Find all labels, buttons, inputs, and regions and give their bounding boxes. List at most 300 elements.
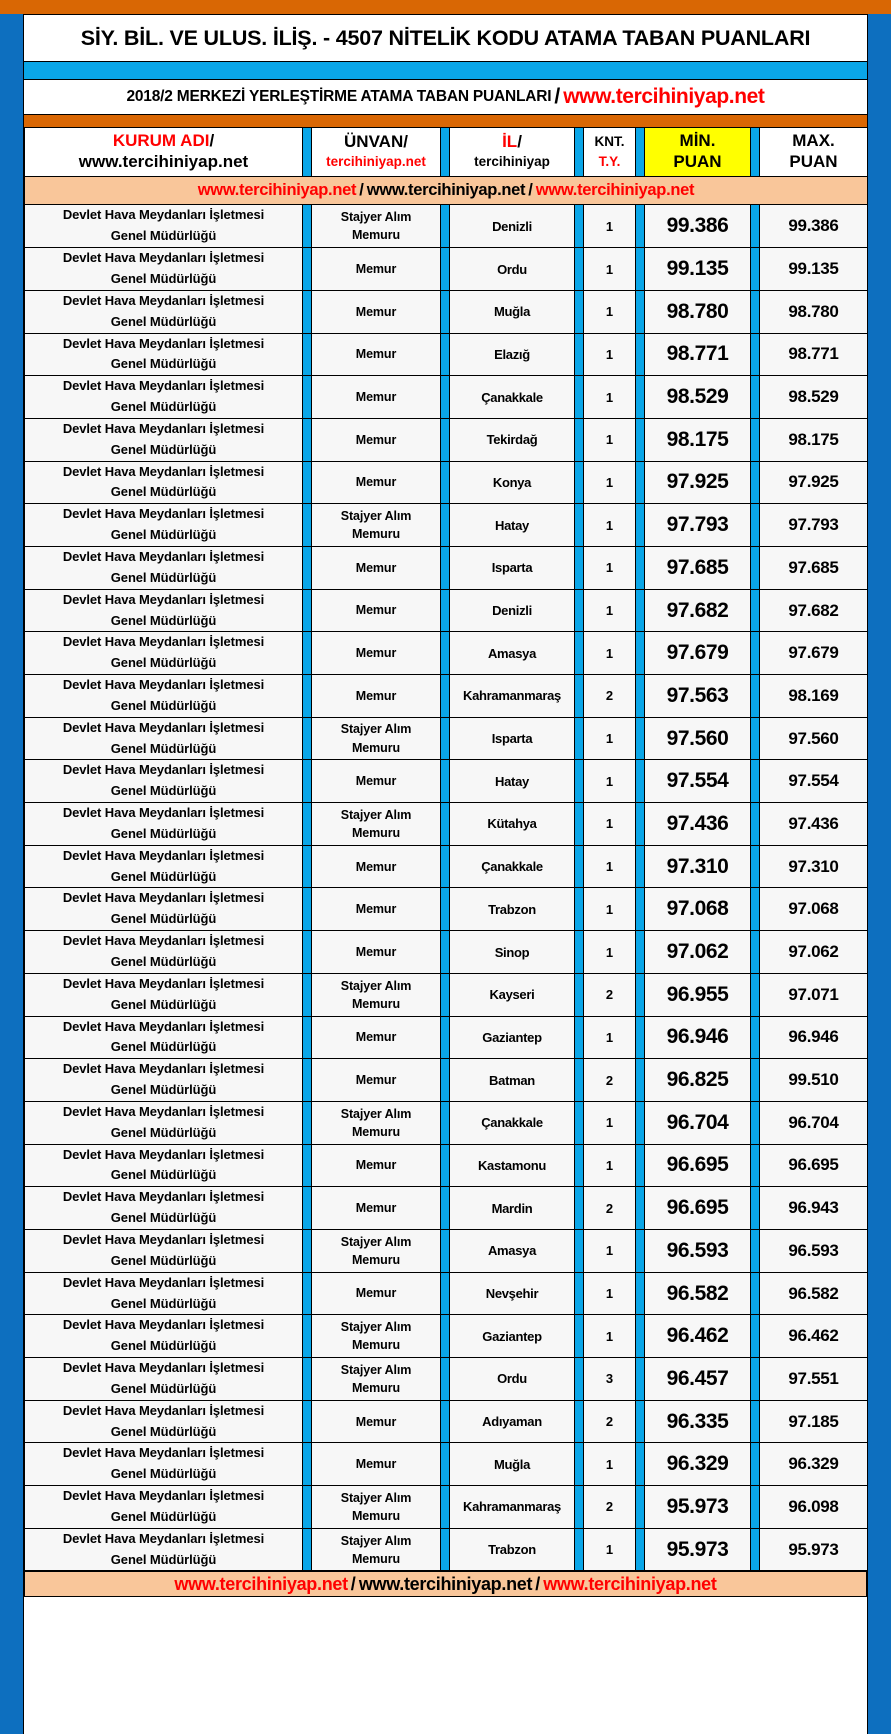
max-puan-value: 97.185 xyxy=(788,1411,839,1431)
il-value: Amasya xyxy=(487,645,537,661)
max-puan-value: 97.560 xyxy=(788,728,839,748)
cell-min-puan xyxy=(645,290,751,333)
kurum-line2: Genel Müdürlüğü xyxy=(110,527,217,543)
knt-value: 1 xyxy=(605,1328,614,1344)
cell-min-puan xyxy=(645,546,751,589)
cell-kurum xyxy=(25,1272,303,1315)
cell-min-puan xyxy=(645,418,751,461)
table-row[interactable] xyxy=(25,717,868,760)
unvan-line1: Memur xyxy=(355,261,397,276)
column-separator xyxy=(441,248,450,291)
min-puan-value: 97.068 xyxy=(666,897,729,921)
knt-value: 1 xyxy=(605,944,614,960)
il-value: Çanakkale xyxy=(481,859,543,875)
min-puan-value: 95.973 xyxy=(666,1494,729,1518)
table-row[interactable] xyxy=(25,418,868,461)
cell-min-puan xyxy=(645,1016,751,1059)
max-puan-value: 96.462 xyxy=(788,1326,839,1346)
table-row[interactable] xyxy=(25,973,868,1016)
table-row[interactable] xyxy=(25,1229,868,1272)
kurum-line1: Devlet Hava Meydanları İşletmesi xyxy=(62,975,265,991)
column-separator xyxy=(575,1101,584,1144)
knt-value: 2 xyxy=(605,987,614,1003)
kurum-line2: Genel Müdürlüğü xyxy=(110,228,217,244)
knt-value: 1 xyxy=(605,1115,614,1131)
il-value: Ordu xyxy=(497,261,527,277)
max-puan-value: 97.682 xyxy=(788,600,839,620)
unvan-line1: Stajyer Alım xyxy=(340,1490,412,1505)
column-separator xyxy=(636,675,645,718)
cell-min-puan xyxy=(645,1443,751,1486)
min-puan-value: 96.462 xyxy=(666,1324,729,1348)
cell-il xyxy=(450,675,575,718)
column-separator xyxy=(441,1315,450,1358)
column-separator xyxy=(636,376,645,419)
kurum-line2: Genel Müdürlüğü xyxy=(110,1295,217,1311)
table-row[interactable] xyxy=(25,1144,868,1187)
cell-unvan xyxy=(312,1272,441,1315)
column-separator xyxy=(636,1486,645,1529)
cell-knt xyxy=(584,1144,636,1187)
cell-kurum xyxy=(25,1187,303,1230)
column-separator xyxy=(575,1315,584,1358)
column-separator xyxy=(441,504,450,547)
cell-il xyxy=(450,546,575,589)
table-row[interactable] xyxy=(25,376,868,419)
cell-il xyxy=(450,418,575,461)
kurum-line1: Devlet Hava Meydanları İşletmesi xyxy=(62,1402,265,1418)
column-separator xyxy=(751,376,760,419)
table-row[interactable] xyxy=(25,504,868,547)
cell-kurum xyxy=(25,376,303,419)
table-row[interactable] xyxy=(25,1400,868,1443)
column-separator xyxy=(441,128,450,177)
kurum-line2: Genel Müdürlüğü xyxy=(110,399,217,415)
cell-knt xyxy=(584,1272,636,1315)
max-puan-value: 96.582 xyxy=(788,1283,839,1303)
cell-max-puan xyxy=(760,333,868,376)
kurum-line2: Genel Müdürlüğü xyxy=(110,356,217,372)
il-value: Muğla xyxy=(493,1456,531,1472)
cell-max-puan xyxy=(760,1400,868,1443)
table-body xyxy=(25,205,868,1571)
cell-unvan xyxy=(312,504,441,547)
cell-min-puan xyxy=(645,1101,751,1144)
column-separator xyxy=(575,461,584,504)
cell-min-puan xyxy=(645,845,751,888)
table-row[interactable] xyxy=(25,1358,868,1401)
min-puan-value: 98.780 xyxy=(666,299,729,323)
min-puan-value: 97.563 xyxy=(666,683,729,707)
column-separator xyxy=(575,1528,584,1571)
kurum-line1: Devlet Hava Meydanları İşletmesi xyxy=(62,1018,265,1034)
table-row[interactable] xyxy=(25,1486,868,1529)
cell-il xyxy=(450,333,575,376)
column-separator xyxy=(636,333,645,376)
column-separator xyxy=(636,803,645,846)
cell-kurum xyxy=(25,1016,303,1059)
knt-value: 2 xyxy=(605,688,614,704)
il-value: Trabzon xyxy=(488,1542,536,1558)
column-separator xyxy=(303,717,312,760)
cell-knt xyxy=(584,1528,636,1571)
unvan-line1: Stajyer Alım xyxy=(340,1362,412,1377)
kurum-line2: Genel Müdürlüğü xyxy=(110,697,217,713)
cell-kurum xyxy=(25,461,303,504)
cell-kurum xyxy=(25,333,303,376)
table-row[interactable] xyxy=(25,589,868,632)
max-puan-value: 98.175 xyxy=(788,429,839,449)
max-puan-value: 97.436 xyxy=(788,813,839,833)
max-puan-value: 98.529 xyxy=(788,387,839,407)
max-puan-value: 97.062 xyxy=(788,942,839,961)
knt-value: 1 xyxy=(605,773,614,789)
column-separator xyxy=(751,931,760,974)
min-puan-value: 96.593 xyxy=(666,1238,729,1262)
header-il-line2: tercihiniyap xyxy=(474,154,550,170)
cell-unvan xyxy=(312,888,441,931)
kurum-line2: Genel Müdürlüğü xyxy=(110,1423,217,1439)
column-separator xyxy=(303,1101,312,1144)
cell-unvan xyxy=(312,248,441,291)
column-separator xyxy=(751,1144,760,1187)
column-separator xyxy=(303,1315,312,1358)
cell-max-puan xyxy=(760,1144,868,1187)
kurum-line2: Genel Müdürlüğü xyxy=(110,1210,217,1226)
header-il-slash: / xyxy=(517,131,522,151)
cell-kurum xyxy=(25,1528,303,1571)
cell-min-puan xyxy=(645,504,751,547)
column-separator xyxy=(303,1272,312,1315)
column-separator xyxy=(441,888,450,931)
column-header-il[interactable] xyxy=(450,128,575,177)
column-separator xyxy=(575,1187,584,1230)
knt-value: 2 xyxy=(605,1499,614,1515)
cell-max-puan xyxy=(760,1016,868,1059)
column-header-knt[interactable] xyxy=(584,128,636,177)
column-separator xyxy=(636,1400,645,1443)
cell-kurum xyxy=(25,931,303,974)
unvan-line1: Memur xyxy=(355,774,397,789)
cell-unvan xyxy=(312,803,441,846)
knt-value: 1 xyxy=(605,517,614,533)
cell-max-puan xyxy=(760,1443,868,1486)
watermark-part2[interactable]: www.tercihiniyap.net xyxy=(366,180,526,199)
cell-unvan xyxy=(312,546,441,589)
knt-value: 1 xyxy=(605,1157,614,1173)
cell-min-puan xyxy=(645,1187,751,1230)
knt-value: 1 xyxy=(605,1243,614,1259)
header-min-line2: PUAN xyxy=(673,151,722,171)
cell-max-puan xyxy=(760,1229,868,1272)
kurum-line1: Devlet Hava Meydanları İşletmesi xyxy=(62,1061,265,1077)
column-separator xyxy=(441,1528,450,1571)
cell-kurum xyxy=(25,205,303,248)
min-puan-value: 96.695 xyxy=(666,1196,729,1220)
cell-il xyxy=(450,632,575,675)
min-puan-value: 99.135 xyxy=(666,257,729,280)
knt-value: 2 xyxy=(605,1414,614,1430)
column-separator xyxy=(636,931,645,974)
table-row[interactable] xyxy=(25,760,868,803)
cell-il xyxy=(450,376,575,419)
kurum-line1: Devlet Hava Meydanları İşletmesi xyxy=(62,1488,265,1504)
column-separator xyxy=(441,461,450,504)
footer-watermark-part1[interactable]: www.tercihiniyap.net xyxy=(174,1573,348,1594)
min-puan-value: 95.973 xyxy=(666,1537,729,1561)
kurum-line2: Genel Müdürlüğü xyxy=(110,1508,217,1524)
max-puan-value: 95.973 xyxy=(788,1539,839,1559)
max-puan-value: 96.946 xyxy=(788,1027,839,1047)
il-value: Adıyaman xyxy=(482,1414,542,1430)
cell-il xyxy=(450,1016,575,1059)
unvan-line1: Stajyer Alım xyxy=(340,210,412,225)
column-separator xyxy=(636,589,645,632)
header-kurum-line2: www.tercihiniyap.net xyxy=(78,151,249,171)
cell-unvan xyxy=(312,632,441,675)
min-puan-value: 97.679 xyxy=(666,641,729,665)
il-value: Kütahya xyxy=(487,816,537,832)
cell-unvan xyxy=(312,1187,441,1230)
knt-value: 1 xyxy=(605,901,614,917)
table-row[interactable] xyxy=(25,1443,868,1486)
column-header-max-puan[interactable] xyxy=(760,128,868,177)
table-row[interactable] xyxy=(25,248,868,291)
unvan-line1: Stajyer Alım xyxy=(340,722,412,737)
column-separator xyxy=(303,1229,312,1272)
cell-max-puan xyxy=(760,1358,868,1401)
cell-unvan xyxy=(312,845,441,888)
cell-min-puan xyxy=(645,760,751,803)
cell-il xyxy=(450,1229,575,1272)
cell-min-puan xyxy=(645,461,751,504)
il-value: Tekirdağ xyxy=(486,432,538,448)
column-separator xyxy=(303,931,312,974)
il-value: Kahramanmaraş xyxy=(463,1499,561,1515)
column-separator xyxy=(575,589,584,632)
table-row[interactable] xyxy=(25,1016,868,1059)
il-value: Kahramanmaraş xyxy=(463,688,561,704)
unvan-line1: Memur xyxy=(355,432,397,447)
cell-unvan xyxy=(312,1016,441,1059)
column-header-unvan[interactable] xyxy=(312,128,441,177)
column-separator xyxy=(636,1016,645,1059)
column-separator xyxy=(636,1144,645,1187)
min-puan-value: 97.436 xyxy=(666,811,729,835)
table-row[interactable] xyxy=(25,675,868,718)
table-row[interactable] xyxy=(25,205,868,248)
cell-il xyxy=(450,1443,575,1486)
cell-knt xyxy=(584,290,636,333)
unvan-line1: Memur xyxy=(355,944,397,959)
knt-value: 1 xyxy=(605,389,614,405)
cell-unvan xyxy=(312,1229,441,1272)
cell-il xyxy=(450,205,575,248)
column-separator xyxy=(303,1144,312,1187)
il-value: Gaziantep xyxy=(482,1029,542,1045)
il-value: Ordu xyxy=(497,1371,527,1387)
cell-kurum xyxy=(25,675,303,718)
kurum-line1: Devlet Hava Meydanları İşletmesi xyxy=(62,677,265,693)
column-header-kurum[interactable] xyxy=(25,128,303,177)
table-row[interactable] xyxy=(25,461,868,504)
subtitle-site-link[interactable]: www.tercihiniyap.net xyxy=(563,85,765,108)
cell-min-puan xyxy=(645,1272,751,1315)
table-row[interactable] xyxy=(25,290,868,333)
header-unvan-line1: ÜNVAN xyxy=(344,131,404,151)
cell-unvan xyxy=(312,418,441,461)
column-separator xyxy=(575,1144,584,1187)
cell-min-puan xyxy=(645,248,751,291)
il-value: Hatay xyxy=(495,517,529,533)
knt-value: 3 xyxy=(605,1371,614,1387)
cell-max-puan xyxy=(760,461,868,504)
column-separator xyxy=(303,1486,312,1529)
kurum-line1: Devlet Hava Meydanları İşletmesi xyxy=(62,1189,265,1205)
kurum-line1: Devlet Hava Meydanları İşletmesi xyxy=(62,1274,265,1290)
kurum-line1: Devlet Hava Meydanları İşletmesi xyxy=(62,890,265,906)
cell-kurum xyxy=(25,1101,303,1144)
column-separator xyxy=(303,632,312,675)
cell-unvan xyxy=(312,1315,441,1358)
cell-max-puan xyxy=(760,290,868,333)
footer-watermark-part3[interactable]: www.tercihiniyap.net xyxy=(543,1573,717,1594)
cell-knt xyxy=(584,1315,636,1358)
cell-unvan xyxy=(312,717,441,760)
watermark-part3[interactable]: www.tercihiniyap.net xyxy=(535,180,695,199)
cell-max-puan xyxy=(760,675,868,718)
cell-kurum xyxy=(25,418,303,461)
kurum-line2: Genel Müdürlüğü xyxy=(110,911,217,927)
column-separator xyxy=(751,290,760,333)
column-separator xyxy=(303,675,312,718)
cell-max-puan xyxy=(760,1315,868,1358)
max-puan-value: 99.510 xyxy=(788,1070,839,1090)
cell-unvan xyxy=(312,205,441,248)
cell-knt xyxy=(584,205,636,248)
table-row[interactable] xyxy=(25,1187,868,1230)
table-row[interactable] xyxy=(25,888,868,931)
column-separator xyxy=(636,632,645,675)
watermark-part1[interactable]: www.tercihiniyap.net xyxy=(197,180,357,199)
kurum-line2: Genel Müdürlüğü xyxy=(110,1252,217,1268)
footer-watermark-part2[interactable]: www.tercihiniyap.net xyxy=(358,1573,533,1594)
max-puan-value: 96.098 xyxy=(788,1496,839,1516)
column-separator xyxy=(751,546,760,589)
kurum-line1: Devlet Hava Meydanları İşletmesi xyxy=(62,933,265,949)
column-separator xyxy=(751,333,760,376)
kurum-line2: Genel Müdürlüğü xyxy=(110,740,217,756)
kurum-line2: Genel Müdürlüğü xyxy=(110,612,217,628)
il-value: Isparta xyxy=(491,560,533,576)
il-value: Amasya xyxy=(487,1243,537,1259)
column-separator xyxy=(636,1229,645,1272)
column-separator xyxy=(751,128,760,177)
watermark-banner xyxy=(25,177,868,205)
header-il-line1: İL xyxy=(502,131,518,151)
column-separator xyxy=(441,632,450,675)
kurum-line1: Devlet Hava Meydanları İşletmesi xyxy=(62,1530,265,1546)
table-row[interactable] xyxy=(25,546,868,589)
knt-value: 1 xyxy=(605,218,614,234)
column-separator xyxy=(751,1016,760,1059)
unvan-line1: Memur xyxy=(355,1073,397,1087)
table-row[interactable] xyxy=(25,1059,868,1102)
unvan-line1: Stajyer Alım xyxy=(340,978,412,993)
column-separator xyxy=(636,418,645,461)
cyan-divider xyxy=(24,62,867,80)
table-row[interactable] xyxy=(25,803,868,846)
cell-kurum xyxy=(25,803,303,846)
column-separator xyxy=(303,1443,312,1486)
cell-min-puan xyxy=(645,1315,751,1358)
column-separator xyxy=(441,1400,450,1443)
table-row[interactable] xyxy=(25,1101,868,1144)
max-puan-value: 96.329 xyxy=(788,1454,839,1474)
cell-unvan xyxy=(312,1443,441,1486)
column-separator xyxy=(751,760,760,803)
table-row[interactable] xyxy=(25,845,868,888)
column-separator xyxy=(303,1187,312,1230)
table-row[interactable] xyxy=(25,1528,868,1571)
table-row[interactable] xyxy=(25,1272,868,1315)
cell-min-puan xyxy=(645,803,751,846)
cell-kurum xyxy=(25,632,303,675)
cell-knt xyxy=(584,760,636,803)
table-row[interactable] xyxy=(25,333,868,376)
unvan-line1: Memur xyxy=(355,560,397,575)
column-separator xyxy=(575,1059,584,1102)
cell-il xyxy=(450,290,575,333)
column-separator xyxy=(303,973,312,1016)
max-puan-value: 98.771 xyxy=(788,344,839,364)
cell-il xyxy=(450,1059,575,1102)
unvan-line1: Memur xyxy=(355,347,397,362)
cell-unvan xyxy=(312,973,441,1016)
column-separator xyxy=(441,290,450,333)
unvan-line1: Memur xyxy=(355,1030,397,1045)
header-max-line2: PUAN xyxy=(789,151,838,171)
knt-value: 1 xyxy=(605,474,614,490)
column-separator xyxy=(751,1187,760,1230)
column-separator xyxy=(441,845,450,888)
column-header-min-puan[interactable] xyxy=(645,128,751,177)
cell-max-puan xyxy=(760,931,868,974)
cell-knt xyxy=(584,1229,636,1272)
column-separator xyxy=(751,1229,760,1272)
min-puan-value: 97.554 xyxy=(666,769,729,793)
cell-knt xyxy=(584,546,636,589)
unvan-line1: Memur xyxy=(355,1158,397,1173)
cell-il xyxy=(450,1315,575,1358)
column-separator xyxy=(575,1486,584,1529)
unvan-line1: Stajyer Alım xyxy=(340,1234,412,1249)
kurum-line2: Genel Müdürlüğü xyxy=(110,1167,217,1183)
column-separator xyxy=(575,931,584,974)
kurum-line1: Devlet Hava Meydanları İşletmesi xyxy=(62,762,265,778)
table-row[interactable] xyxy=(25,931,868,974)
unvan-line2: Memuru xyxy=(351,1508,400,1523)
cell-unvan xyxy=(312,675,441,718)
min-puan-value: 96.946 xyxy=(666,1025,729,1049)
kurum-line1: Devlet Hava Meydanları İşletmesi xyxy=(62,1445,265,1461)
column-separator xyxy=(751,461,760,504)
min-puan-value: 97.685 xyxy=(666,555,729,579)
knt-value: 1 xyxy=(605,432,614,448)
table-row[interactable] xyxy=(25,632,868,675)
table-row[interactable] xyxy=(25,1315,868,1358)
watermark-sep1: / xyxy=(359,180,364,199)
